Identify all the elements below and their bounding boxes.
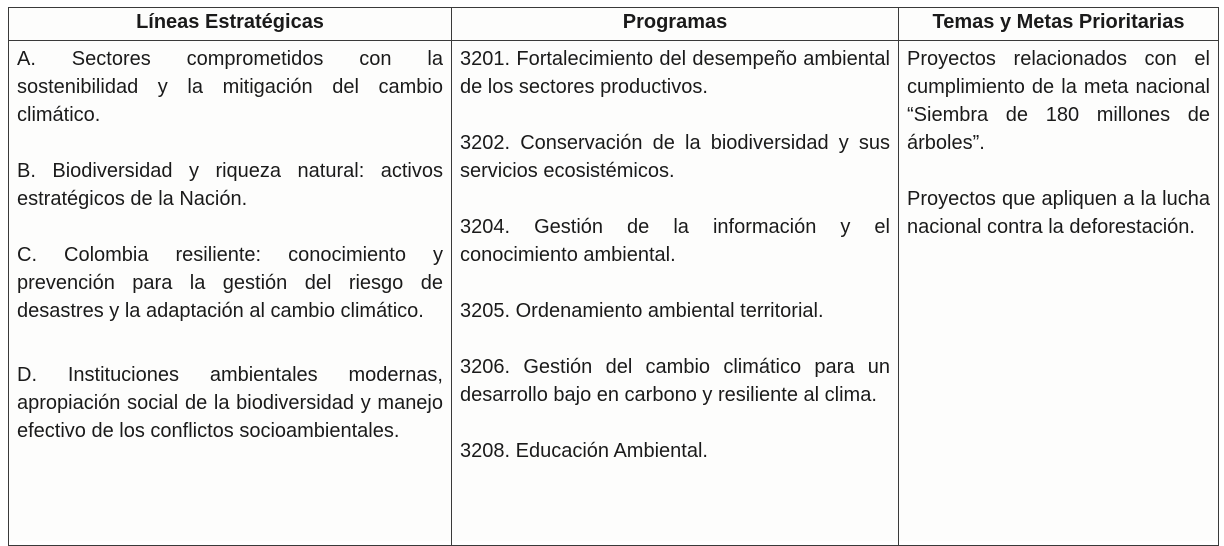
- linea-item: C. Colombia resiliente: conocimiento y prevención para la gestión del riesgo de desastres y la adaptación al cambio climático.: [17, 244, 443, 322]
- cell-temas-metas: [899, 41, 1219, 546]
- programa-item: 3206. Gestión del cambio climático para un desarrollo bajo en carbono y resiliente al clima.: [460, 356, 890, 406]
- header-programas: Programas: [452, 8, 899, 41]
- programa-item: 3204. Gestión de la información y el conocimiento ambiental.: [460, 216, 890, 266]
- strategy-table: [8, 7, 1219, 546]
- linea-item: A. Sectores comprometidos con la sostenibilidad y la mitigación del cambio climático.: [17, 48, 443, 126]
- tema-item: Proyectos relacionados con el cumplimiento de la meta nacional “Siembra de 180 millones de árboles”.: [907, 48, 1210, 154]
- programa-item: 3201. Fortalecimiento del desempeño ambiental de los sectores productivos.: [460, 48, 890, 98]
- cell-lineas-estrategicas: [9, 41, 452, 546]
- tema-item: Proyectos que apliquen a la lucha nacional contra la deforestación.: [907, 188, 1210, 238]
- programa-item: 3202. Conservación de la biodiversidad y sus servicios ecosistémicos.: [460, 132, 890, 182]
- document-page: [8, 7, 1218, 541]
- linea-item: B. Biodiversidad y riqueza natural: activos estratégicos de la Nación.: [17, 160, 443, 210]
- programa-item: 3205. Ordenamiento ambiental territorial.: [460, 300, 824, 322]
- header-temas-metas: Temas y Metas Prioritarias: [899, 8, 1219, 41]
- programa-item: 3208. Educación Ambiental.: [460, 440, 708, 462]
- header-lineas-estrategicas: Líneas Estratégicas: [9, 8, 452, 41]
- cell-programas: [452, 41, 899, 546]
- linea-item: D. Instituciones ambientales modernas, apropiación social de la biodiversidad y manejo efectivo de los conflictos socioambientales.: [17, 364, 443, 442]
- table-row: [9, 41, 1219, 546]
- table-header-row: [9, 8, 1219, 41]
